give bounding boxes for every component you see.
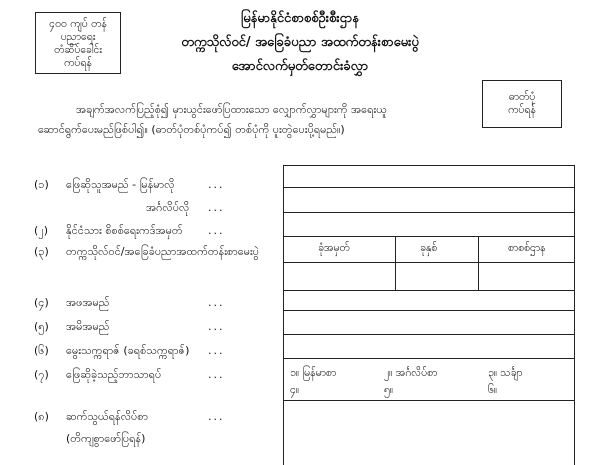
subject-4: ၄။ — [290, 384, 300, 396]
instructions-line-2: ဆောင်ရွက်ပေးမည်ဖြစ်ပါ၍။ (ဓာတ်ပုံတစ်ပုံကပ်၍ တစ်ပုံကို ပူးတွဲပေးပို့ရမည်။) — [38, 123, 345, 136]
field-8-label: ဆက်သွယ်ရန်လိပ်စာ — [66, 410, 149, 423]
stamp-box — [35, 12, 121, 74]
field-6-dots: ... — [208, 344, 225, 357]
field-2-label: နိုင်ငံသား စိစစ်ရေးကဒ်အမှတ် — [66, 224, 183, 237]
row-divider — [283, 262, 575, 263]
row-divider — [283, 236, 575, 237]
exam-header-seat: ခုံအမှတ် — [318, 242, 350, 254]
field-4-number: (၄) — [34, 296, 49, 309]
stamp-line: ၄၀၀ ကျပ် တန် — [49, 18, 107, 30]
title-line-department: မြန်မာနိုင်ငံစာစစ်ဦးစီးဌာန — [241, 11, 359, 26]
instructions-line-1: အချက်အလက်ပြည့်စုံ၍ မှားယွင်းဖော်ပြထားသော လျှောက်လွှာများကို အရေးယူ — [76, 103, 387, 116]
subject-1: ၁။ မြန်မာစာ — [290, 367, 337, 379]
subject-5: ၅။ — [384, 384, 394, 396]
subject-2: ၂။ အင်္ဂလိပ်စာ — [384, 367, 438, 379]
field-7-number: (၇) — [34, 368, 49, 381]
field-8-note: (တိကျစွာဖော်ပြရန်) — [66, 432, 146, 445]
field-5-number: (၅) — [34, 320, 49, 333]
field-5-dots: ... — [208, 320, 225, 333]
row-divider — [283, 290, 575, 291]
photo-box — [482, 80, 562, 128]
subject-6: ၆။ — [488, 384, 498, 396]
field-6-number: (၆) — [34, 344, 49, 357]
exam-header-year: ခုနှစ် — [420, 242, 438, 254]
field-8-number: (၈) — [34, 410, 49, 423]
exam-col-divider — [395, 236, 396, 290]
field-6-label: မွေးသက္ကရာဇ် (ခရစ်သက္ကရာဇ်) — [66, 344, 190, 357]
title-line-exam: တက္ကသိုလ်ဝင်/ အခြေခံပညာ အထက်တန်းစာမေးပွဲ — [181, 35, 419, 50]
title-line-form: အောင်လက်မှတ်တောင်းခံလွှာ — [231, 59, 369, 74]
instructions — [38, 100, 478, 140]
field-1b-dots: ... — [208, 201, 225, 214]
field-4-label: အဖအမည် — [66, 296, 110, 309]
field-3-number: (၃) — [34, 245, 49, 258]
field-5-label: အမိအမည် — [66, 320, 110, 333]
entry-box[interactable] — [283, 165, 575, 465]
row-divider — [283, 187, 575, 188]
row-divider — [283, 400, 575, 401]
field-3-label: တက္ကသိုလ်ဝင်/အခြေခံပညာအထက်တန်းစာမေးပွဲ — [66, 245, 260, 258]
row-divider — [283, 310, 575, 311]
field-8-dots: ... — [208, 410, 225, 423]
field-4-dots: ... — [208, 296, 225, 309]
stamp-line: ပညာရေး — [60, 31, 96, 43]
stamp-line: ကပ်ရန် — [64, 57, 92, 69]
row-divider — [283, 334, 575, 335]
subject-3: ၃။ သင်္ချာ — [488, 367, 523, 379]
field-7-dots: ... — [208, 368, 225, 381]
field-1-number: (၁) — [34, 178, 49, 191]
field-1-dots: ... — [208, 178, 225, 191]
stamp-line: တံဆိပ်ခေါင်း — [54, 44, 102, 56]
photo-line: ကပ်ရန် — [508, 104, 536, 116]
field-1-label: ဖြေဆိုသူအမည် - မြန်မာလို — [66, 178, 175, 191]
field-2-dots: ... — [208, 224, 225, 237]
field-2-number: (၂) — [34, 224, 48, 237]
exam-col-divider — [478, 236, 479, 290]
row-divider — [283, 358, 575, 359]
exam-header-center: စာစစ်ဌာန — [508, 242, 546, 254]
field-7-label: ဖြေဆိုခဲ့သည့်ဘာသာရပ် — [66, 368, 162, 381]
row-divider — [283, 212, 575, 213]
field-1b-label: အင်္ဂလိပ်လို — [146, 201, 190, 214]
photo-line: ဓာတ်ပုံ — [508, 91, 536, 103]
form-title — [150, 10, 450, 77]
